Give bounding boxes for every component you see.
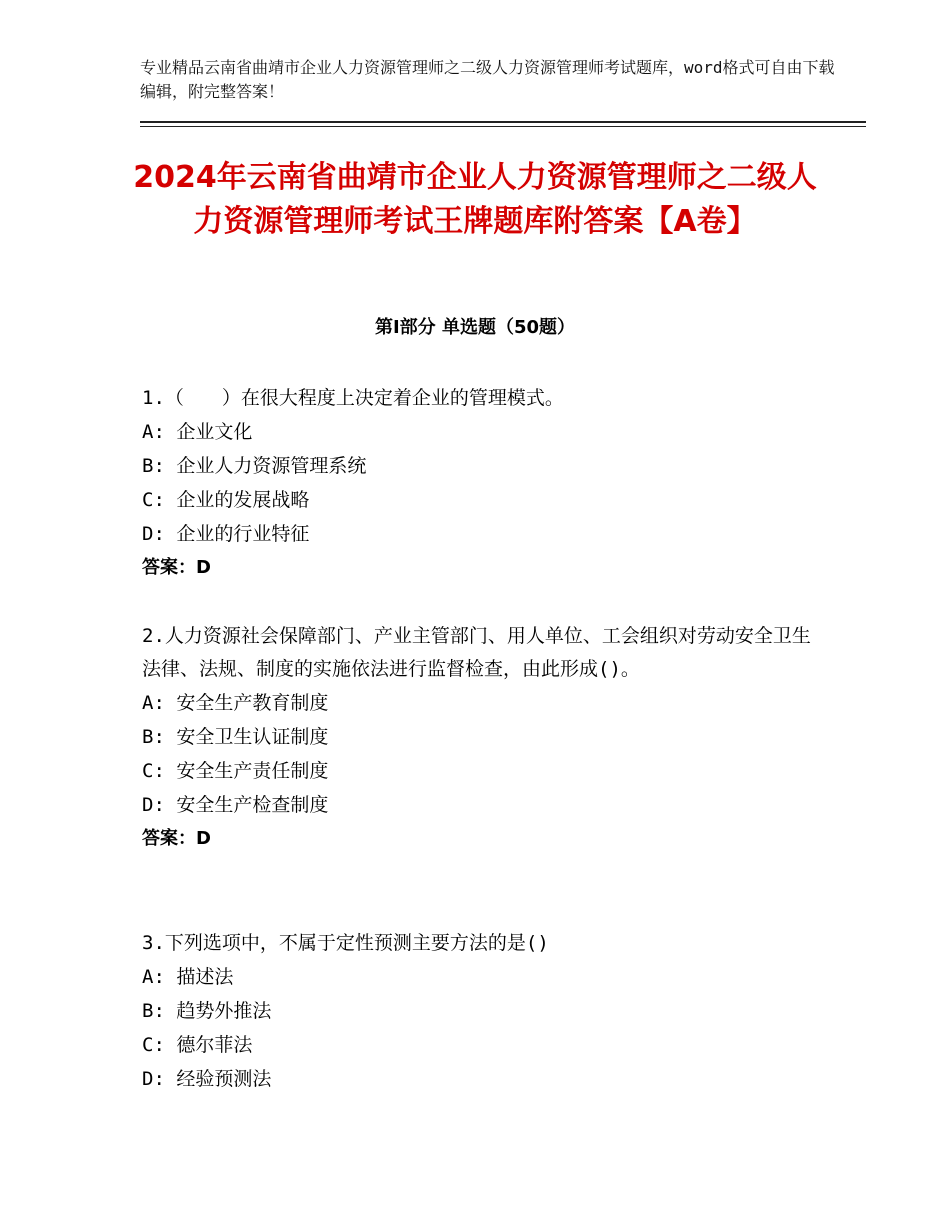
answer: 答案：D [142,828,211,849]
question-3 [142,927,822,1096]
section-title: 第Ⅰ部分 单选题（50题） [374,317,575,338]
option-c: C: 安全生产责任制度 [142,760,329,782]
option-d: D: 经验预测法 [142,1068,272,1090]
header-divider [140,121,866,123]
question-stem: 1.（ ）在很大程度上决定着企业的管理模式。 [142,387,564,409]
document-title: 2024年云南省曲靖市企业人力资源管理师之二级人力资源管理师考试王牌题库附答案【A卷】 [133,160,817,239]
question-stem: 3.下列选项中，不属于定性预测主要方法的是() [142,932,549,954]
option-a: A: 企业文化 [142,421,253,443]
question-1 [142,382,822,585]
option-a: A: 描述法 [142,966,234,988]
answer: 答案：D [142,557,211,578]
header-divider-thin [140,126,866,127]
option-d: D: 企业的行业特征 [142,523,310,545]
option-a: A: 安全生产教育制度 [142,692,329,714]
header-note: 专业精品云南省曲靖市企业人力资源管理师之二级人力资源管理师考试题库，word格式可自由下载编辑，附完整答案！ [140,58,835,101]
option-b: B: 安全卫生认证制度 [142,726,329,748]
option-b: B: 趋势外推法 [142,1000,272,1022]
question-stem: 2.人力资源社会保障部门、产业主管部门、用人单位、工会组织对劳动安全卫生法律、法规、制度的实施依法进行监督检查，由此形成()。 [142,625,811,680]
option-d: D: 安全生产检查制度 [142,794,329,816]
option-c: C: 德尔菲法 [142,1034,253,1056]
option-b: B: 企业人力资源管理系统 [142,455,367,477]
option-c: C: 企业的发展战略 [142,489,310,511]
question-2 [142,620,822,856]
